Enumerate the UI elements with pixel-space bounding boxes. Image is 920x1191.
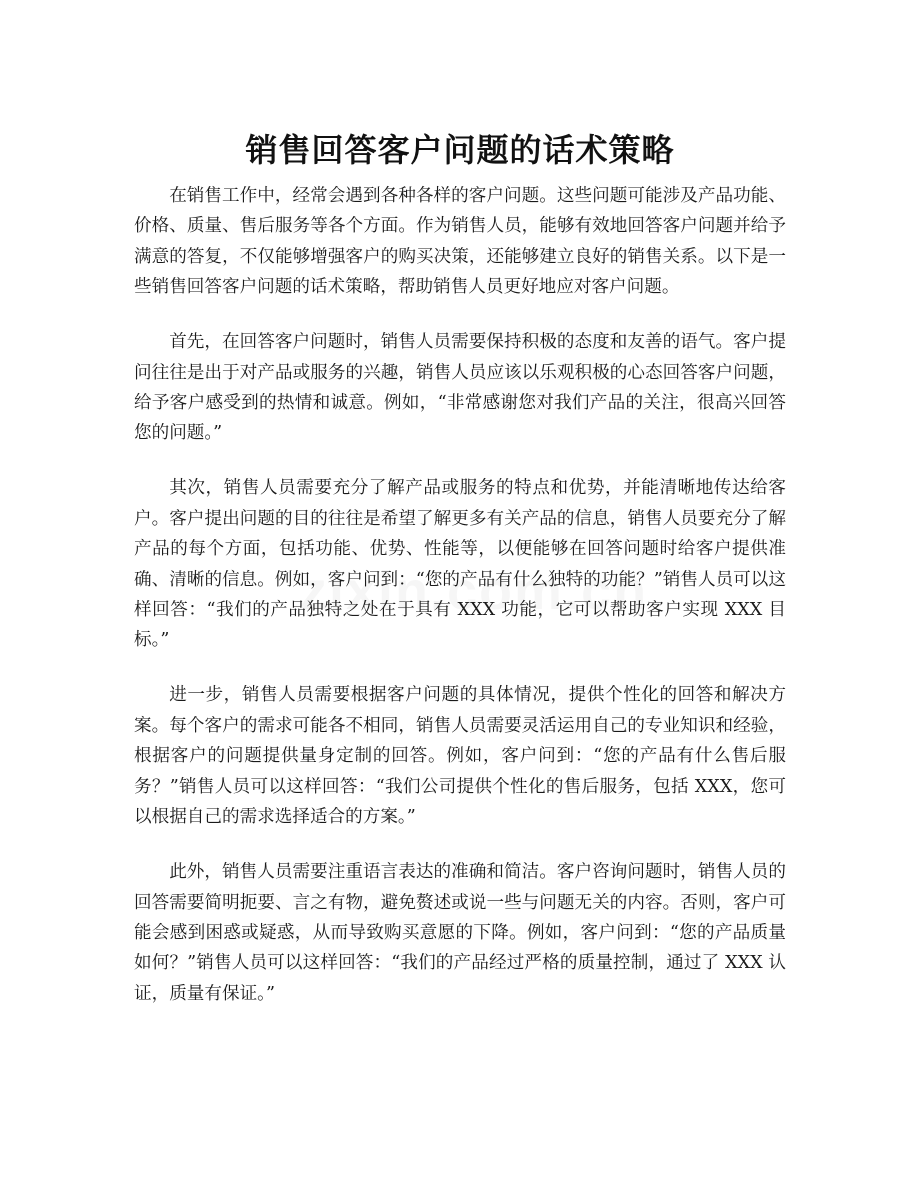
paragraph-further: 进一步，销售人员需要根据客户问题的具体情况，提供个性化的回答和解决方案。每个客户的需求可能各不相同，销售人员需要灵活运用自己的专业知识和经验，根据客户的问题提供量身定制的回答。例如，客户问到：“您的产品有什么售后服务？”销售人员可以这样回答：“我们公司提供个性化的售后服务，包括 XXX，您可以根据自己的需求选择适合的方案。”: [134, 685, 786, 828]
document-title: 销售回答客户问题的话术策略: [245, 131, 675, 170]
paragraph-intro: 在销售工作中，经常会遇到各种各样的客户问题。这些问题可能涉及产品功能、价格、质量、售后服务等各个方面。作为销售人员，能够有效地回答客户问题并给予满意的答复，不仅能够增强客户的购买决策，还能够建立良好的销售关系。以下是一些销售回答客户问题的话术策略，帮助销售人员更好地应对客户问题。: [134, 186, 786, 298]
paragraph-additionally: 此外，销售人员需要注重语言表达的准确和简洁。客户咨询问题时，销售人员的回答需要简明扼要、言之有物，避免赘述或说一些与问题无关的内容。否则，客户可能会感到困惑或疑惑，从而导致购买意愿的下降。例如，客户问到：“您的产品质量如何？”销售人员可以这样回答：“我们的产品经过严格的质量控制，通过了 XXX 认证，质量有保证。”: [134, 862, 786, 1004]
paragraph-second: 其次，销售人员需要充分了解产品或服务的特点和优势，并能清晰地传达给客户。客户提出问题的目的往往是希望了解更多有关产品的信息，销售人员要充分了解产品的每个方面，包括功能、优势、性能等，以便能够在回答问题时给客户提供准确、清晰的信息。例如，客户问到：“您的产品有什么独特的功能？”销售人员可以这样回答：“我们的产品独特之处在于具有 XXX 功能，它可以帮助客户实现 XXX 目标。”: [134, 478, 786, 651]
paragraph-first: 首先，在回答客户问题时，销售人员需要保持积极的态度和友善的语气。客户提问往往是出于对产品或服务的兴趣，销售人员应该以乐观积极的心态回答客户问题，给予客户感受到的热情和诚意。例如，“非常感谢您对我们产品的关注，很高兴回答您的问题。”: [134, 332, 786, 444]
document-body: [134, 181, 786, 1034]
